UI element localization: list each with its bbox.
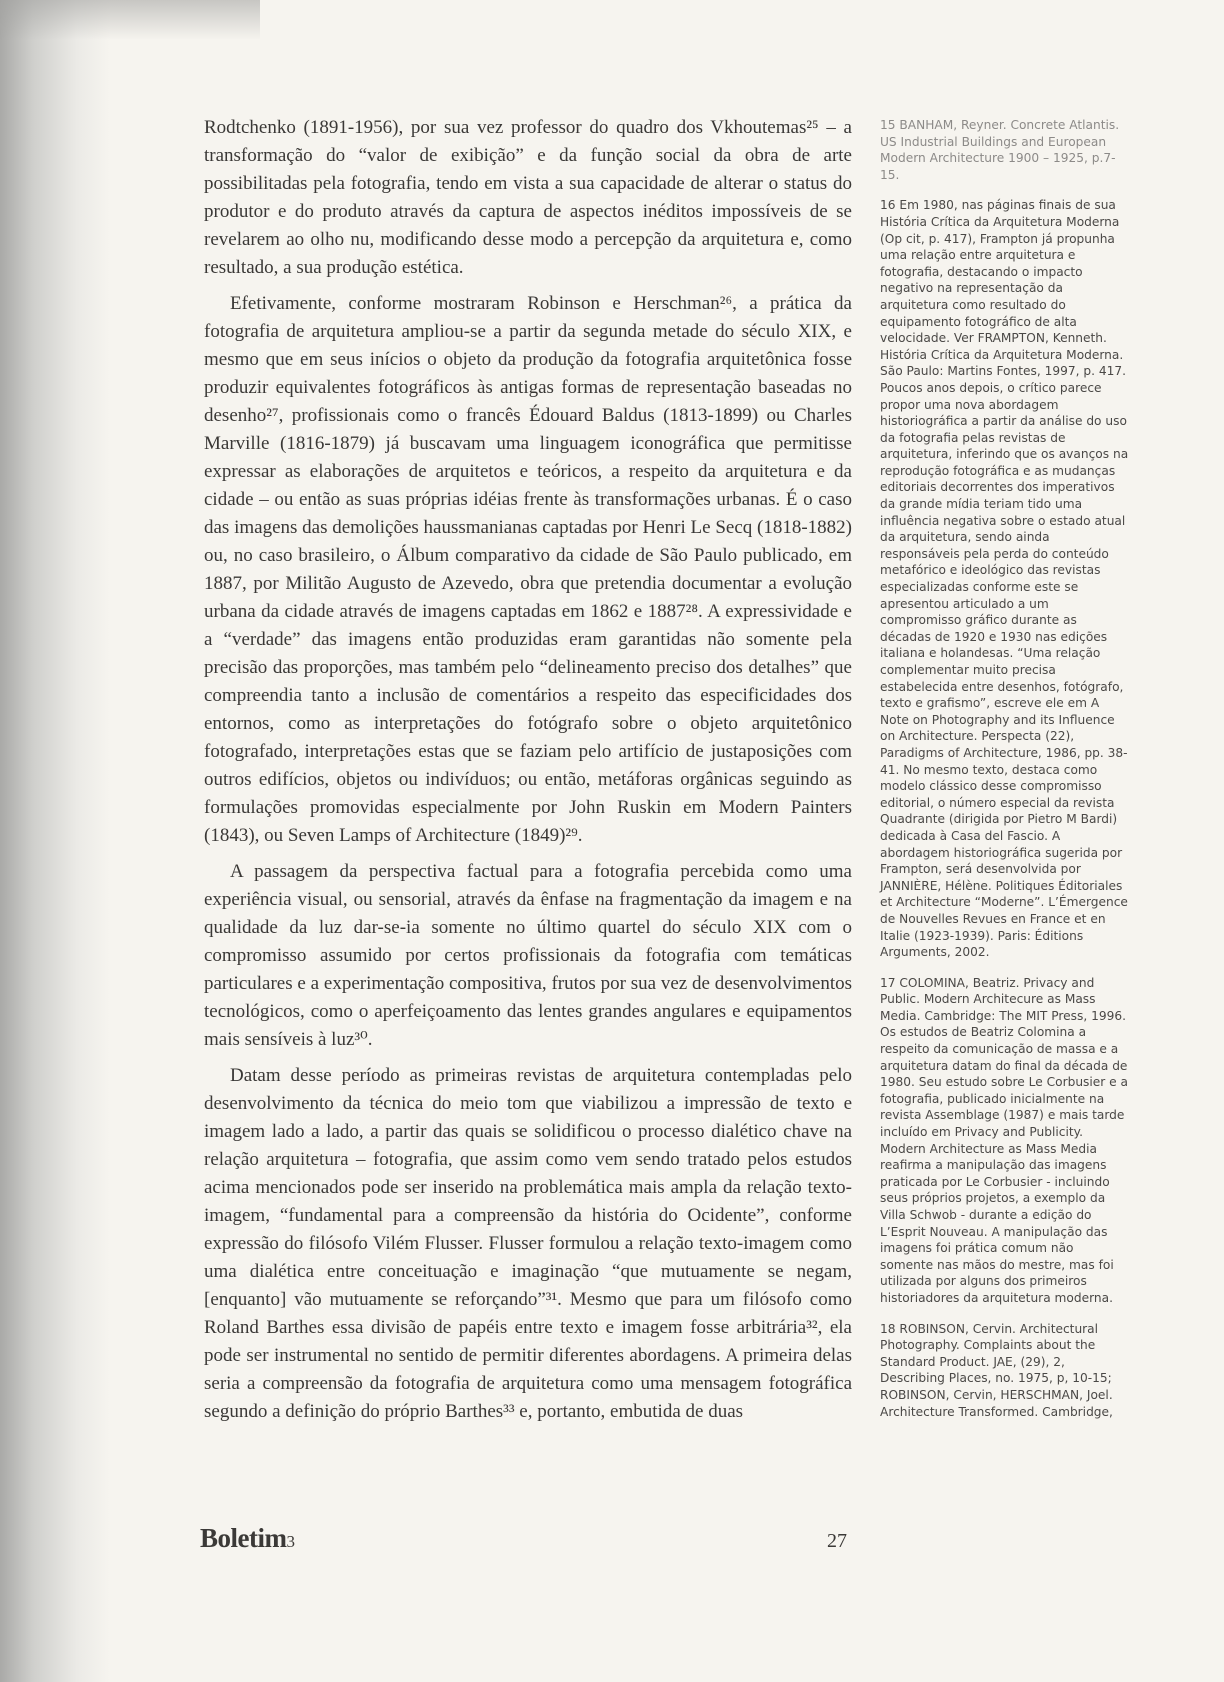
- footnotes-column: [880, 117, 1130, 1434]
- page-gutter-shadow: [0, 0, 110, 1682]
- page-number: 27: [827, 1530, 847, 1552]
- main-paragraph: Datam desse período as primeiras revistas de arquitetura contempladas pelo desenvolvimento da técnica do meio tom que viabilizou a impressão de texto e imagem lado a lado, a partir das quais se solidificou o processo dialético chave na relação arquitetura – fotografia, que assim como vem sendo tratado pelos estudos acima mencionados pode ser inserido na problemática mais ampla da relação texto-imagem, “fundamental para a compreensão da história do Ocidente”, conforme expressão do filósofo Vilém Flusser. Flusser formulou a relação texto-imagem como uma dialética entre conceituação e imaginação “que mutuamente se negam, [enquanto] vão mutuamente se reforçando”³¹. Mesmo que para um filósofo como Roland Barthes essa divisão de papéis entre texto e imagem fosse arbitrária³², ela pode ser instrumental no sentido de permitir diferentes abordagens. A primeira delas seria a compreensão da fotografia de arquitetura como uma mensagem fotográfica segundo a definição do próprio Barthes³³ e, portanto, embutida de duas: [204, 1065, 852, 1422]
- page-top-shadow: [0, 0, 260, 40]
- main-paragraph: A passagem da perspectiva factual para a fotografia percebida como uma experiência visual, ou sensorial, através da ênfase na fragmentação da imagem e na qualidade da luz dar-se-ia somente no último quartel do século XIX com o compromisso assumido por certos profissionais da fotografia com temáticas particulares e a experimentação compositiva, frutos por sua vez de desenvolvimentos tecnológicos, como o aperfeiçoamento das lentes grandes angulares e equipamentos mais sensíveis à luz³⁰.: [204, 861, 852, 1050]
- journal-logo-number: 3: [286, 1532, 295, 1551]
- footnote: 17 COLOMINA, Beatriz. Privacy and Public. Modern Architecure as Mass Media. Cambridge: The MIT Press, 1996. Os estudos de Beatriz Colomina a respeito da comunicação de massa e a arquitetura datam do final da década de 1980. Seu estudo sobre Le Corbusier e a fotografia, publicado inicialmente na revista Assemblage (1987) e mais tarde incluído em Privacy and Publicity. Modern Architecture as Mass Media reafirma a manipulação das imagens praticada por Le Corbusier - incluindo seus próprios projetos, a exemplo da Villa Schwob - durante a edição do L’Esprit Nouveau. A manipulação das imagens foi prática comum não somente nas mãos do mestre, mas foi utilizada por alguns dos primeiros historiadores da arquitetura moderna.: [880, 975, 1129, 1305]
- journal-logo: [200, 1523, 294, 1554]
- main-text-column: [204, 114, 852, 1434]
- main-paragraph: Rodtchenko (1891-1956), por sua vez professor do quadro dos Vkhoutemas²⁵ – a transformação do “valor de exibição” e da função social da obra de arte possibilitadas pela fotografia, tendo em vista a sua capacidade de alterar o status do produtor e do produto através da captura de aspectos inéditos impossíveis de se revelarem ao olho nu, modificando desse modo a percepção da arquitetura e, como resultado, a sua produção estética.: [204, 117, 852, 278]
- main-paragraph: Efetivamente, conforme mostraram Robinson e Herschman²⁶, a prática da fotografia de arquitetura ampliou-se a partir da segunda metade do século XIX, e mesmo que em seus inícios o objeto da produção da fotografia arquitetônica fosse produzir equivalentes fotográficos às antigas formas de representação baseadas no desenho²⁷, profissionais como o francês Édouard Baldus (1813-1899) ou Charles Marville (1816-1879) já buscavam uma linguagem iconográfica que permitisse expressar as elaborações de arquitetos e teóricos, a respeito da arquitetura e da cidade – ou então as suas próprias idéias frente às transformações urbanas. É o caso das imagens das demolições haussmanianas captadas por Henri Le Secq (1818-1882) ou, no caso brasileiro, o Álbum comparativo da cidade de São Paulo publicado, em 1887, por Militão Augusto de Azevedo, obra que pretendia documentar a evolução urbana da cidade através de imagens captadas em 1862 e 1887²⁸. A expressividade e a “verdade” das imagens então produzidas eram garantidas não somente pela precisão das proporções, mas também pelo “delineamento preciso dos detalhes” que compreendia tanto a inclusão de comentários a respeito das especificidades dos entornos, como as interpretações do fotógrafo sobre o objeto arquitetônico fotografado, interpretações estas que se faziam pelo artifício de justaposições com outros edifícios, objetos ou indivíduos; ou então, metáforas orgânicas seguindo as formulações promovidas especialmente por John Ruskin em Modern Painters (1843), ou Seven Lamps of Architecture (1849)²⁹.: [204, 293, 852, 846]
- footnote: 15 BANHAM, Reyner. Concrete Atlantis. US Industrial Buildings and European Modern Architecture 1900 – 1925, p.7-15.: [880, 118, 1120, 182]
- footnote: 16 Em 1980, nas páginas finais de sua História Crítica da Arquitetura Moderna (Op cit, p. 417), Frampton já propunha uma relação entre arquitetura e fotografia, destacando o impacto negativo na representação da arquitetura como resultado do equipamento fotográfico de alta velocidade. Ver FRAMPTON, Kenneth. História Crítica da Arquitetura Moderna. São Paulo: Martins Fontes, 1997, p. 417. Poucos anos depois, o crítico parece propor uma nova abordagem historiográfica a partir da análise do uso da fotografia pelas revistas de arquitetura, inferindo que os avanços na reprodução fotográfica e as mudanças editoriais decorrentes dos imperativos da grande mídia teriam tido uma influência negativa sobre o estado atual da arquitetura, sendo ainda responsáveis pela perda do conteúdo metafórico e ideológico das revistas especializadas conforme este se apresentou articulado a um compromisso gráfico durante as décadas de 1920 e 1930 nas edições italiana e holandesas. “Uma relação complementar muito precisa estabelecida entre desenhos, fotógrafo, texto e grafismo”, escreve ele em A Note on Photography and its Influence on Architecture. Perspecta (22), Paradigms of Architecture, 1986, pp. 38-41. No mesmo texto, destaca como modelo clássico desse compromisso editorial, o número especial da revista Quadrante (dirigida por Pietro M Bardi) dedicada à Casa del Fascio. A abordagem historiográfica sugerida por Frampton, será desenvolvida por JANNIÈRE, Hélène. Politiques Éditoriales et Architecture “Moderne”. L’Émergence de Nouvelles Revues en France et en Italie (1923-1939). Paris: Éditions Arguments, 2002.: [880, 198, 1129, 960]
- footnote: 18 ROBINSON, Cervin. Architectural Photography. Complaints about the Standard Product. JAE, (29), 2, Describing Places, no. 1975, p, 10-15; ROBINSON, Cervin, HERSCHMAN, Joel. Architecture Transformed. Cambridge,: [880, 1321, 1113, 1419]
- journal-logo-word: Boletim: [200, 1523, 287, 1553]
